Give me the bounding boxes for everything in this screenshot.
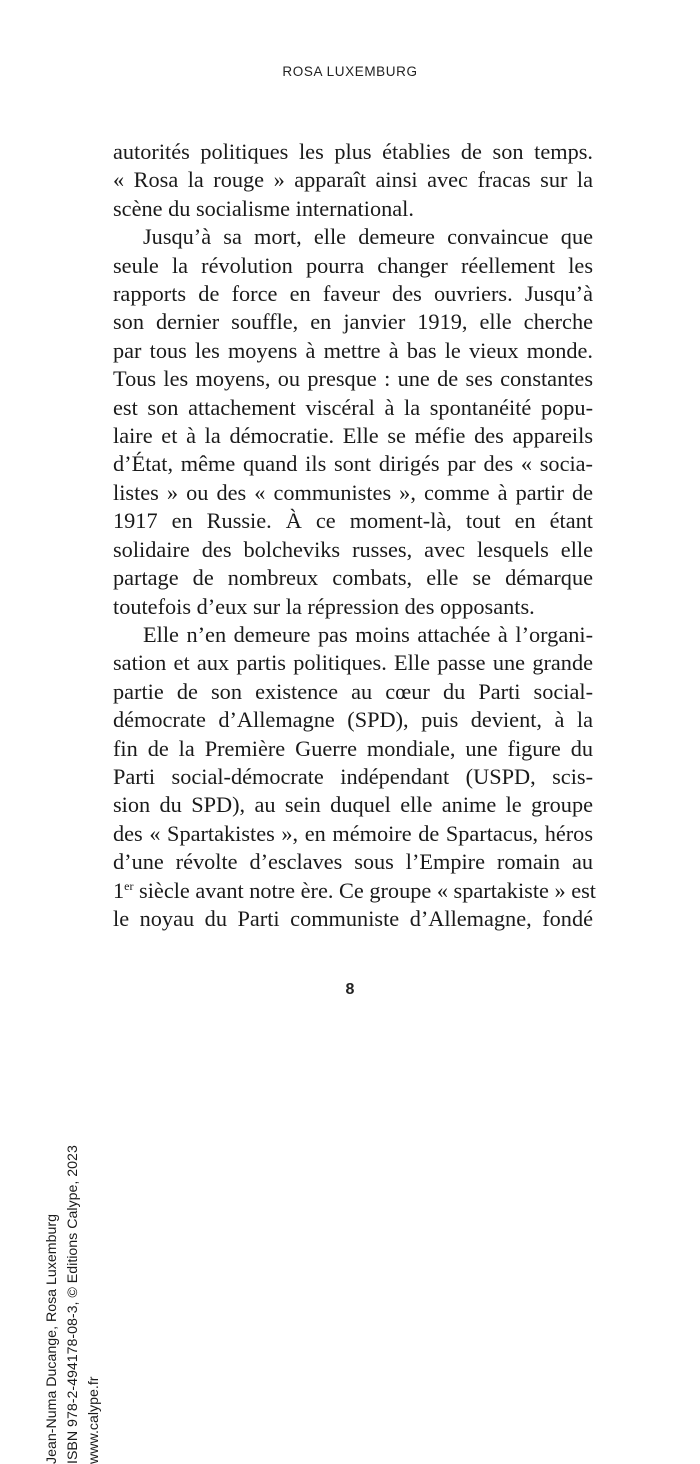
text-line: sion du SPD), au sein duquel elle anime le groupe [113, 792, 593, 818]
side-credit [42, 994, 112, 1464]
page-number: 8 [345, 981, 355, 998]
paragraph-3 [113, 621, 596, 933]
text-line: 1917 en Russie. À ce moment-là, tout en étant [113, 508, 593, 534]
text-line: par tous les moyens à mettre à bas le vieux monde. [113, 337, 593, 363]
text-line: scène du socialisme international. [113, 195, 414, 221]
text-line: partie de son existence au cœur du Parti social- [113, 678, 593, 704]
body-text [113, 138, 596, 933]
text-line: sation et aux partis politiques. Elle passe une grande [113, 650, 593, 676]
text-line: démocrate d’Allemagne (SPD), puis devient, à la [113, 707, 593, 733]
text-line: fin de la Première Guerre mondiale, une figure du [113, 735, 593, 761]
paragraph-2 [113, 223, 593, 621]
ordinal-rest: siècle avant notre ère. Ce groupe « spartakiste » est [133, 877, 596, 903]
credit-website: www.calype.fr [86, 1376, 102, 1464]
running-title: ROSA LUXEMBURG [282, 64, 418, 79]
text-line: partage de nombreux combats, elle se démarque [113, 565, 593, 591]
text-line: seule la révolution pourra changer réellement les [113, 252, 593, 278]
text-line: Tous les moyens, ou presque : une de ses constantes [113, 366, 593, 392]
text-line: d’État, même quand ils sont dirigés par des « socia- [113, 451, 593, 477]
text-line: autorités politiques les plus établies de son temps. [113, 139, 593, 164]
text-line: laire et à la démocratie. Elle se méfie des appareils [113, 423, 593, 449]
text-line: « Rosa la rouge » apparaît ainsi avec fracas sur la [113, 167, 593, 193]
text-line: rapports de force en faveur des ouvriers. Jusqu’à [113, 281, 593, 307]
text-line: le noyau du Parti communiste d’Allemagne, fondé [113, 905, 593, 931]
credit-author-title: Jean-Numa Ducange, Rosa Luxemburg [44, 1214, 60, 1464]
text-line: Elle n’en demeure pas moins attachée à l’organi- [143, 621, 593, 647]
text-line: des « Spartakistes », en mémoire de Spartacus, héros [113, 820, 593, 846]
text-line: listes » ou des « communistes », comme à partir de [113, 479, 593, 505]
text-line: toutefois d’eux sur la répression des opposants. [113, 593, 535, 619]
text-line: est son attachement viscéral à la spontanéité popu- [113, 394, 593, 420]
paragraph-1 [113, 138, 593, 223]
ordinal-suffix: er [124, 878, 134, 893]
text-line-ordinal [113, 877, 596, 905]
text-line: d’une révolte d’esclaves sous l’Empire romain au [113, 849, 593, 875]
credit-isbn: ISBN 978-2-494178-08-3, © Editions Calype, 2023 [65, 1145, 81, 1464]
text-line: son dernier souffle, en janvier 1919, elle cherche [113, 309, 593, 335]
text-line: solidaire des bolcheviks russes, avec lesquels elle [113, 536, 593, 562]
text-line: Jusqu’à sa mort, elle demeure convaincue que [143, 224, 593, 250]
text-line: Parti social-démocrate indépendant (USPD, scis- [113, 763, 593, 789]
ordinal-number: 1 [113, 877, 125, 903]
